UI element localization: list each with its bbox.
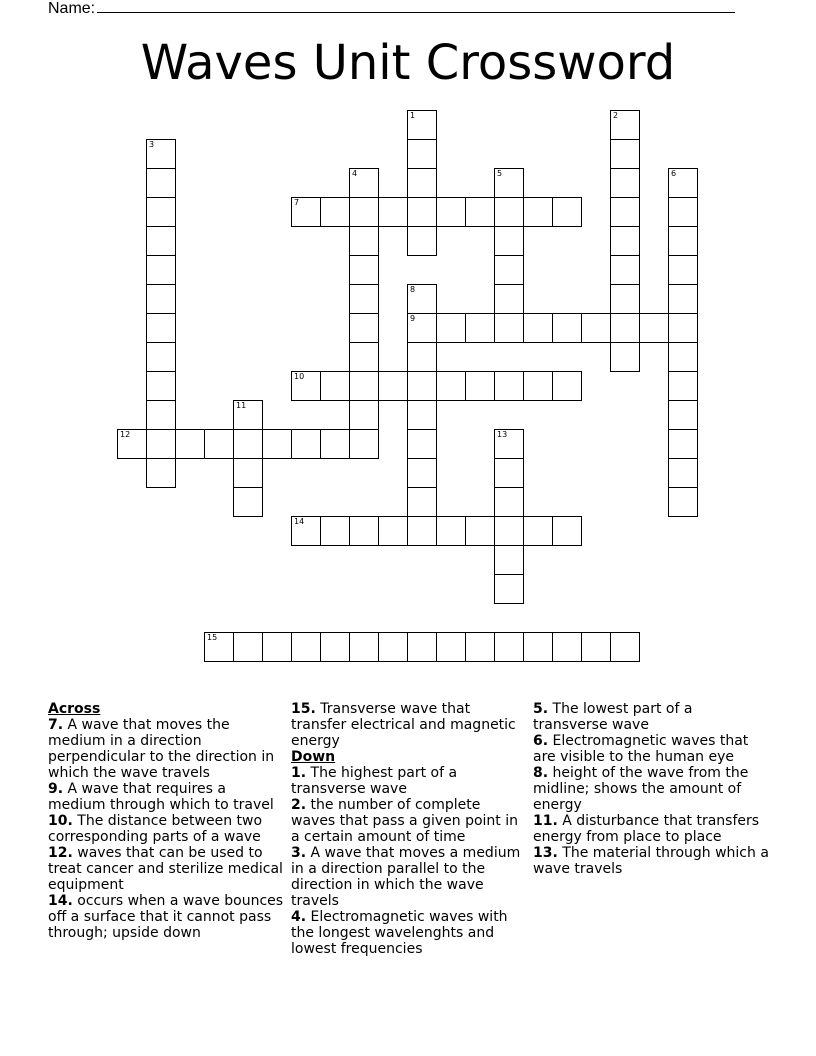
- grid-cell[interactable]: [146, 458, 176, 488]
- grid-cell[interactable]: [552, 516, 582, 546]
- grid-cell[interactable]: [407, 284, 437, 314]
- grid-cell[interactable]: [465, 632, 495, 662]
- clue-down-13: [533, 845, 769, 877]
- clue-down-5: [533, 701, 769, 733]
- clue-text: height of the wave from the midline; shows the amount of energy: [533, 765, 749, 813]
- grid-cell[interactable]: [494, 429, 524, 459]
- grid-cell[interactable]: [610, 168, 640, 198]
- grid-cell[interactable]: [668, 197, 698, 227]
- clue-across-15: [291, 701, 525, 749]
- cell-number: 2: [613, 111, 619, 120]
- clue-text: occurs when a wave bounces off a surface that it cannot pass through; upside down: [48, 893, 284, 941]
- grid-cell[interactable]: [117, 429, 147, 459]
- clue-number: 1.: [291, 765, 307, 781]
- grid-cell[interactable]: [349, 168, 379, 198]
- grid-cell[interactable]: [523, 632, 553, 662]
- clue-text: Transverse wave that transfer electrical and magnetic energy: [291, 701, 516, 749]
- clue-text: The lowest part of a transverse wave: [533, 701, 693, 733]
- clue-text: Electromagnetic waves that are visible to the human eye: [533, 733, 749, 765]
- grid-cell[interactable]: [349, 197, 379, 227]
- grid-cell[interactable]: [146, 371, 176, 401]
- grid-cell[interactable]: [407, 400, 437, 430]
- grid-cell[interactable]: [610, 284, 640, 314]
- grid-cell[interactable]: [494, 516, 524, 546]
- grid-cell[interactable]: [523, 313, 553, 343]
- grid-cell[interactable]: [436, 313, 466, 343]
- grid-cell[interactable]: [291, 429, 321, 459]
- grid-cell[interactable]: [233, 429, 263, 459]
- grid-cell[interactable]: [581, 632, 611, 662]
- grid-cell[interactable]: [494, 284, 524, 314]
- grid-cell[interactable]: [146, 313, 176, 343]
- grid-cell[interactable]: [523, 516, 553, 546]
- clue-number: 15.: [291, 701, 316, 717]
- clue-down-6: [533, 733, 769, 765]
- grid-cell[interactable]: [494, 226, 524, 256]
- grid-cell[interactable]: [146, 226, 176, 256]
- grid-cell[interactable]: [262, 429, 292, 459]
- cell-number: 13: [497, 430, 508, 439]
- down-heading: Down: [291, 749, 336, 765]
- grid-cell[interactable]: [668, 400, 698, 430]
- clue-text: A wave that moves the medium in a direction perpendicular to the direction in which the wave travels: [48, 717, 275, 781]
- grid-cell[interactable]: [494, 487, 524, 517]
- grid-cell[interactable]: [494, 197, 524, 227]
- clue-text: waves that can be used to treat cancer and sterilize medical equipment: [48, 845, 283, 893]
- clue-down-11: [533, 813, 769, 845]
- clues-column-3: [533, 701, 769, 877]
- grid-cell[interactable]: [349, 255, 379, 285]
- clue-text: The distance between two corresponding parts of a wave: [48, 813, 263, 845]
- clue-down-4: [291, 909, 525, 957]
- cell-number: 8: [410, 285, 416, 294]
- clue-across-10: [48, 813, 284, 845]
- grid-cell[interactable]: [494, 574, 524, 604]
- clue-number: 9.: [48, 781, 64, 797]
- cell-number: 10: [294, 372, 305, 381]
- grid-cell[interactable]: [494, 168, 524, 198]
- grid-cell[interactable]: [146, 139, 176, 169]
- grid-cell[interactable]: [407, 516, 437, 546]
- grid-cell[interactable]: [291, 371, 321, 401]
- grid-cell[interactable]: [378, 197, 408, 227]
- grid-cell[interactable]: [349, 516, 379, 546]
- cell-number: 3: [149, 140, 155, 149]
- clue-number: 7.: [48, 717, 64, 733]
- grid-cell[interactable]: [552, 371, 582, 401]
- grid-cell[interactable]: [523, 371, 553, 401]
- grid-cell[interactable]: [639, 313, 669, 343]
- grid-cell[interactable]: [407, 487, 437, 517]
- grid-cell[interactable]: [146, 197, 176, 227]
- clues-column-1: [48, 701, 284, 941]
- grid-cell[interactable]: [320, 197, 350, 227]
- clue-number: 2.: [291, 797, 307, 813]
- grid-cell[interactable]: [146, 168, 176, 198]
- grid-cell[interactable]: [146, 429, 176, 459]
- grid-cell[interactable]: [610, 197, 640, 227]
- grid-cell[interactable]: [668, 284, 698, 314]
- grid-cell[interactable]: [668, 429, 698, 459]
- grid-cell[interactable]: [146, 400, 176, 430]
- grid-cell[interactable]: [465, 371, 495, 401]
- grid-cell[interactable]: [494, 313, 524, 343]
- cell-number: 4: [352, 169, 358, 178]
- cell-number: 11: [236, 401, 247, 410]
- grid-cell[interactable]: [349, 284, 379, 314]
- grid-cell[interactable]: [610, 255, 640, 285]
- grid-cell[interactable]: [262, 632, 292, 662]
- grid-cell[interactable]: [291, 197, 321, 227]
- grid-cell[interactable]: [610, 313, 640, 343]
- clue-number: 5.: [533, 701, 549, 717]
- grid-cell[interactable]: [320, 632, 350, 662]
- grid-cell[interactable]: [465, 313, 495, 343]
- grid-cell[interactable]: [349, 632, 379, 662]
- grid-cell[interactable]: [407, 110, 437, 140]
- clue-number: 6.: [533, 733, 549, 749]
- grid-cell[interactable]: [610, 226, 640, 256]
- clue-number: 11.: [533, 813, 558, 829]
- grid-cell[interactable]: [610, 632, 640, 662]
- clue-down-3: [291, 845, 525, 909]
- clues-column-2: [291, 701, 525, 957]
- grid-cell[interactable]: [407, 342, 437, 372]
- cell-number: 6: [671, 169, 677, 178]
- grid-cell[interactable]: [320, 371, 350, 401]
- clue-across-14: [48, 893, 284, 941]
- grid-cell[interactable]: [668, 487, 698, 517]
- grid-cell[interactable]: [581, 313, 611, 343]
- grid-cell[interactable]: [494, 255, 524, 285]
- grid-cell[interactable]: [378, 516, 408, 546]
- clue-number: 12.: [48, 845, 73, 861]
- clue-across-7: [48, 717, 284, 781]
- grid-cell[interactable]: [465, 516, 495, 546]
- grid-cell[interactable]: [494, 458, 524, 488]
- grid-cell[interactable]: [349, 226, 379, 256]
- clue-text: A wave that moves a medium in a direction parallel to the direction in which the wave travels: [291, 845, 521, 909]
- cell-number: 14: [294, 517, 305, 526]
- grid-cell[interactable]: [378, 632, 408, 662]
- grid-cell[interactable]: [407, 429, 437, 459]
- clue-down-8: [533, 765, 769, 813]
- clue-text: A disturbance that transfers energy from place to place: [533, 813, 760, 845]
- grid-cell[interactable]: [407, 313, 437, 343]
- grid-cell[interactable]: [407, 197, 437, 227]
- grid-cell[interactable]: [668, 371, 698, 401]
- grid-cell[interactable]: [668, 226, 698, 256]
- grid-cell[interactable]: [204, 429, 234, 459]
- grid-cell[interactable]: [378, 371, 408, 401]
- grid-cell[interactable]: [407, 371, 437, 401]
- clue-text: Electromagnetic waves with the longest wavelenghts and lowest frequencies: [291, 909, 508, 957]
- grid-cell[interactable]: [465, 197, 495, 227]
- grid-cell[interactable]: [349, 371, 379, 401]
- grid-cell[interactable]: [320, 516, 350, 546]
- grid-cell[interactable]: [233, 458, 263, 488]
- grid-cell[interactable]: [610, 139, 640, 169]
- grid-cell[interactable]: [233, 400, 263, 430]
- cell-number: 1: [410, 111, 416, 120]
- grid-cell[interactable]: [436, 371, 466, 401]
- grid-cell[interactable]: [233, 487, 263, 517]
- grid-cell[interactable]: [668, 255, 698, 285]
- grid-cell[interactable]: [146, 284, 176, 314]
- grid-cell[interactable]: [494, 545, 524, 575]
- clue-number: 4.: [291, 909, 307, 925]
- clue-number: 8.: [533, 765, 549, 781]
- grid-cell[interactable]: [291, 516, 321, 546]
- grid-cell[interactable]: [233, 632, 263, 662]
- clue-text: A wave that requires a medium through which to travel: [48, 781, 274, 813]
- clue-text: the number of complete waves that pass a given point in a certain amount of time: [291, 797, 519, 845]
- cell-number: 9: [410, 314, 416, 323]
- across-heading: Across: [48, 701, 101, 717]
- cell-number: 15: [207, 633, 218, 642]
- grid-cell[interactable]: [407, 139, 437, 169]
- clue-text: The highest part of a transverse wave: [291, 765, 458, 797]
- clue-number: 13.: [533, 845, 558, 861]
- grid-cell[interactable]: [436, 197, 466, 227]
- grid-cell[interactable]: [494, 371, 524, 401]
- grid-cell[interactable]: [552, 197, 582, 227]
- clue-number: 3.: [291, 845, 307, 861]
- cell-number: 7: [294, 198, 300, 207]
- clue-number: 14.: [48, 893, 73, 909]
- grid-cell[interactable]: [349, 342, 379, 372]
- grid-cell[interactable]: [204, 632, 234, 662]
- clue-across-12: [48, 845, 284, 893]
- grid-cell[interactable]: [494, 632, 524, 662]
- cell-number: 5: [497, 169, 503, 178]
- grid-cell[interactable]: [146, 255, 176, 285]
- grid-cell[interactable]: [668, 458, 698, 488]
- grid-cell[interactable]: [668, 313, 698, 343]
- grid-cell[interactable]: [552, 313, 582, 343]
- clue-down-1: [291, 765, 525, 797]
- grid-cell[interactable]: [407, 458, 437, 488]
- grid-cell[interactable]: [320, 429, 350, 459]
- grid-cell[interactable]: [407, 226, 437, 256]
- grid-cell[interactable]: [436, 632, 466, 662]
- grid-cell[interactable]: [436, 516, 466, 546]
- grid-cell[interactable]: [552, 632, 582, 662]
- grid-cell[interactable]: [291, 632, 321, 662]
- grid-cell[interactable]: [610, 342, 640, 372]
- cell-number: 12: [120, 430, 131, 439]
- grid-cell[interactable]: [175, 429, 205, 459]
- clue-number: 10.: [48, 813, 73, 829]
- grid-cell[interactable]: [349, 400, 379, 430]
- clue-down-2: [291, 797, 525, 845]
- grid-cell[interactable]: [668, 168, 698, 198]
- grid-cell[interactable]: [668, 342, 698, 372]
- grid-cell[interactable]: [407, 632, 437, 662]
- grid-cell[interactable]: [349, 313, 379, 343]
- grid-cell[interactable]: [146, 342, 176, 372]
- clue-across-9: [48, 781, 284, 813]
- grid-cell[interactable]: [407, 168, 437, 198]
- grid-cell[interactable]: [523, 197, 553, 227]
- clue-text: The material through which a wave travels: [533, 845, 769, 877]
- grid-cell[interactable]: [349, 429, 379, 459]
- name-label: Name:: [48, 0, 96, 17]
- page-title: Waves Unit Crossword: [140, 35, 676, 91]
- grid-cell[interactable]: [610, 110, 640, 140]
